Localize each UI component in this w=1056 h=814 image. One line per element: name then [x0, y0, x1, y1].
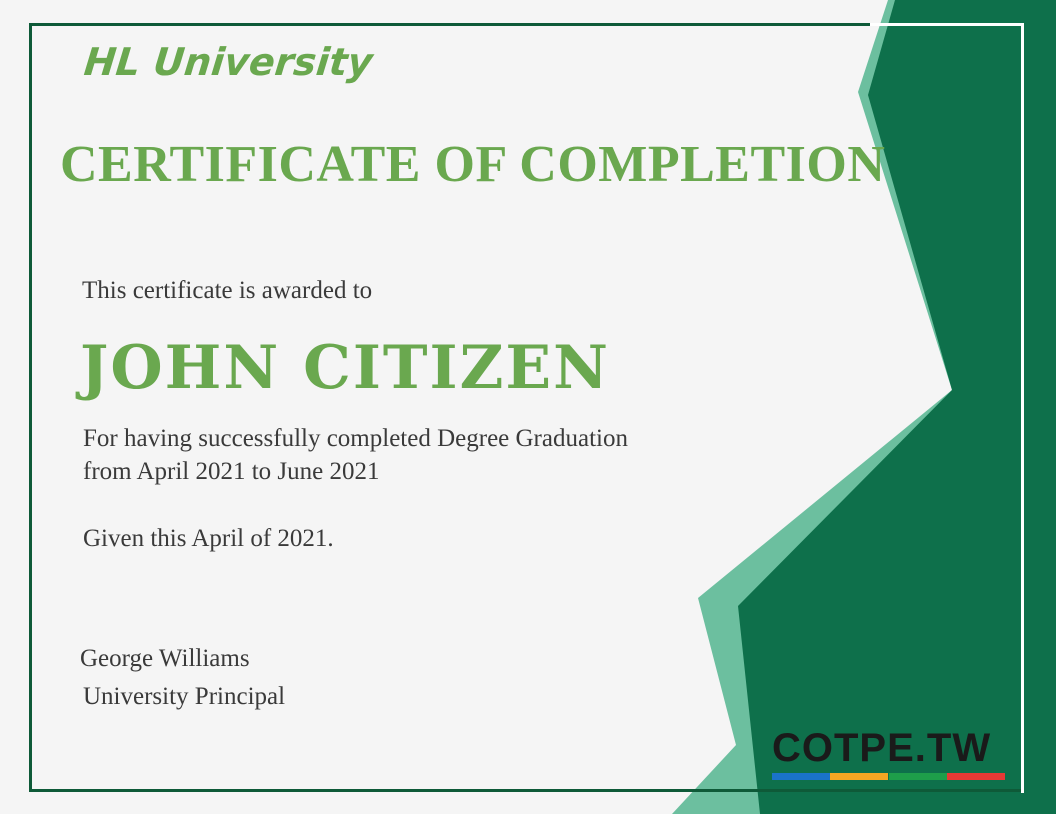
watermark-bar-green: [889, 773, 947, 780]
border-right-segment: [1021, 23, 1024, 793]
awarded-to-line: This certificate is awarded to: [82, 277, 373, 304]
reason-line-2: from April 2021 to June 2021: [83, 458, 380, 485]
watermark-bar-blue: [772, 773, 830, 780]
border-top-right-segment: [870, 23, 1024, 26]
signer-title: University Principal: [83, 683, 286, 710]
given-date-line: Given this April of 2021.: [83, 525, 334, 552]
recipient-name: JOHN CITIZEN: [80, 333, 610, 403]
watermark-logo: COTPE.TW: [772, 726, 992, 770]
certificate-title: CERTIFICATE OF COMPLETION: [60, 136, 886, 193]
watermark-bar-red: [947, 773, 1005, 780]
watermark-bar-yellow: [830, 773, 888, 780]
signer-name: George Williams: [80, 645, 250, 672]
reason-line-1: For having successfully completed Degree Graduation: [83, 425, 628, 452]
university-logo-text: HL University: [82, 40, 375, 84]
